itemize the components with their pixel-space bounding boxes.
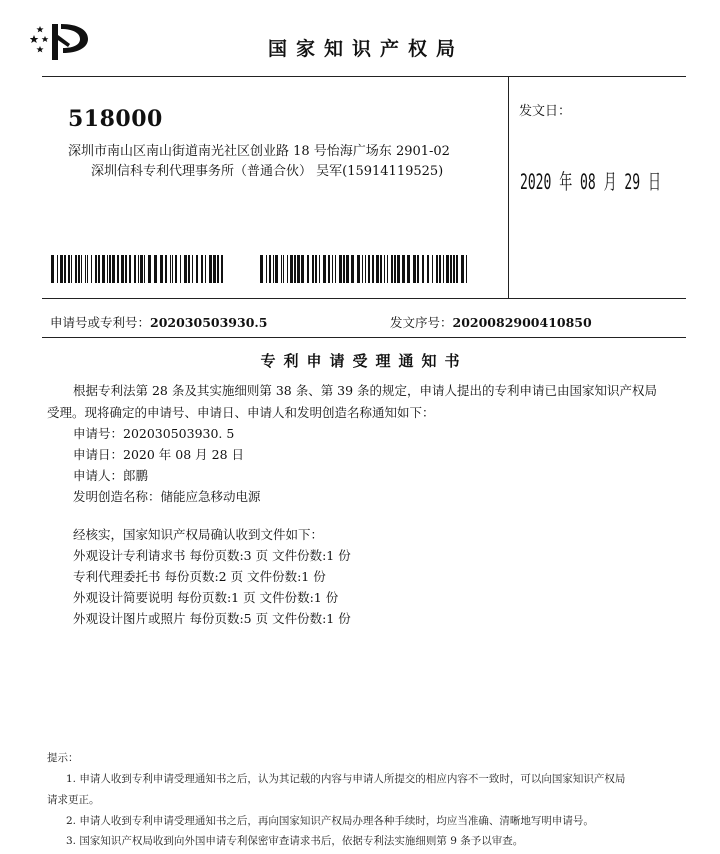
field-application-date: 申请日：2020 年 08 月 28 日 [73, 447, 244, 462]
field-invention-title: 发明创造名称：储能应急移动电源 [73, 489, 261, 504]
file-item: 外观设计图片或照片 每份页数:5 页 文件份数:1 份 [73, 611, 351, 626]
field-application-number: 申请号：202030503930. 5 [73, 426, 235, 441]
serial-number: 2020082900410850 [452, 315, 592, 330]
address-divider [508, 76, 509, 298]
recipient-address: 深圳市南山区南山街道南光社区创业路 18 号怡海广场东 2901-02 [68, 144, 450, 159]
tip-1-line-1: 1. 申请人收到专利申请受理通知书之后，认为其记载的内容与申请人所提交的相应内容不一致时，可以向国家知识产权局 [66, 773, 626, 785]
document-title: 专利申请受理通知书 [260, 352, 468, 370]
field-applicant: 申请人：郎鹏 [73, 468, 149, 483]
header-divider [42, 76, 686, 77]
barcode-stripe [466, 255, 467, 283]
numbers-top-divider [42, 298, 686, 299]
application-number-label: 申请号或专利号： [50, 315, 151, 330]
postcode: 518000 [68, 106, 163, 132]
files-intro: 经核实，国家知识产权局确认收到文件如下： [73, 527, 324, 542]
recipient-agency: 深圳信科专利代理事务所（普通合伙） 吴军(15914119525) [91, 164, 444, 179]
application-number-line [50, 313, 267, 331]
barcode-stripe [221, 255, 223, 283]
intro-line-1: 根据专利法第 28 条及其实施细则第 38 条、第 39 条的规定，申请人提出的专利申请已由国家知识产权局 [73, 383, 658, 398]
intro-line-2: 受理。现将确定的申请号、申请日、申请人和发明创造名称通知如下： [47, 405, 435, 420]
issue-date: 2020 年 08 月 29 日 [520, 170, 661, 194]
barcode-left [51, 255, 223, 283]
tips-label: 提示： [47, 752, 79, 764]
numbers-bottom-divider [42, 337, 686, 338]
file-item: 外观设计专利请求书 每份页数:3 页 文件份数:1 份 [73, 548, 351, 563]
file-item: 专利代理委托书 每份页数:2 页 文件份数:1 份 [73, 569, 326, 584]
file-item: 外观设计简要说明 每份页数:1 页 文件份数:1 份 [73, 590, 339, 605]
barcode-right [260, 255, 467, 283]
tip-1-line-2: 请求更正。 [47, 794, 100, 806]
org-name: 国家知识产权局 [267, 38, 464, 60]
serial-number-label: 发文序号： [390, 315, 453, 330]
tip-2: 2. 申请人收到专利申请受理通知书之后，再向国家知识产权局办理各种手续时，均应当准确、清晰地写明申请号。 [66, 815, 594, 827]
serial-number-line [390, 313, 592, 331]
issue-date-label: 发文日： [519, 104, 572, 119]
application-number: 202030503930.5 [150, 315, 268, 330]
tip-3: 3. 国家知识产权局收到向外国申请专利保密审查请求书后，依据专利法实施细则第 9 条予以审查。 [66, 835, 524, 847]
